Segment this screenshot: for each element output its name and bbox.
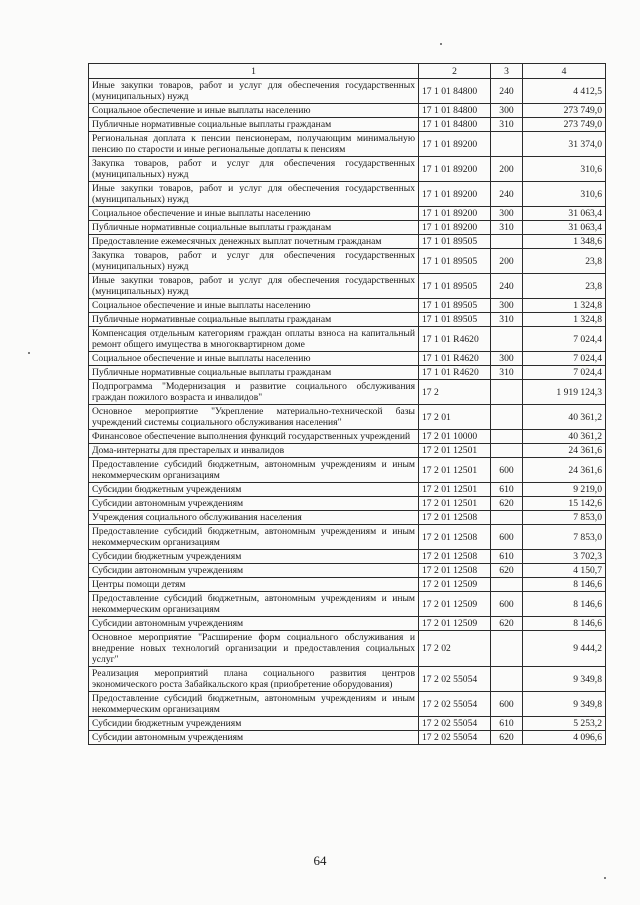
cell-code: 17 2 01 12508 — [419, 511, 491, 525]
cell-code: 17 1 01 84800 — [419, 118, 491, 132]
table-row — [89, 731, 606, 745]
cell-name: Иные закупки товаров, работ и услуг для обеспечения государственных (муниципальных) нужд — [89, 79, 419, 104]
cell-name: Субсидии бюджетным учреждениям — [89, 550, 419, 564]
cell-name: Центры помощи детям — [89, 578, 419, 592]
table-row — [89, 235, 606, 249]
cell-name: Предоставление ежемесячных денежных выплат почетным гражданам — [89, 235, 419, 249]
cell-code: 17 1 01 84800 — [419, 104, 491, 118]
scan-speck — [604, 877, 606, 879]
column-header: 4 — [523, 64, 606, 79]
cell-expense-type: 310 — [491, 221, 523, 235]
table-row — [89, 458, 606, 483]
cell-name: Публичные нормативные социальные выплаты гражданам — [89, 221, 419, 235]
cell-amount: 4 412,5 — [523, 79, 606, 104]
cell-code: 17 1 01 89200 — [419, 157, 491, 182]
table-row — [89, 274, 606, 299]
cell-name: Предоставление субсидий бюджетным, автономным учреждениям и иным некоммерческим организациям — [89, 458, 419, 483]
cell-code: 17 2 01 12509 — [419, 592, 491, 617]
cell-name: Публичные нормативные социальные выплаты гражданам — [89, 366, 419, 380]
cell-code: 17 2 — [419, 380, 491, 405]
table-row — [89, 497, 606, 511]
cell-code: 17 2 02 — [419, 631, 491, 667]
cell-amount: 1 348,6 — [523, 235, 606, 249]
cell-amount: 310,6 — [523, 182, 606, 207]
cell-expense-type — [491, 380, 523, 405]
table-row — [89, 352, 606, 366]
cell-code: 17 2 02 55054 — [419, 731, 491, 745]
cell-expense-type: 620 — [491, 617, 523, 631]
table-row — [89, 366, 606, 380]
table-header-row — [89, 64, 606, 79]
cell-expense-type: 610 — [491, 717, 523, 731]
table-row — [89, 511, 606, 525]
cell-code: 17 2 02 55054 — [419, 667, 491, 692]
cell-amount: 7 853,0 — [523, 511, 606, 525]
cell-code: 17 2 01 12508 — [419, 525, 491, 550]
cell-code: 17 2 01 12509 — [419, 617, 491, 631]
cell-amount: 31 374,0 — [523, 132, 606, 157]
cell-expense-type — [491, 132, 523, 157]
cell-amount: 310,6 — [523, 157, 606, 182]
table-row — [89, 79, 606, 104]
cell-code: 17 2 01 12508 — [419, 550, 491, 564]
cell-code: 17 1 01 R4620 — [419, 366, 491, 380]
cell-code: 17 2 01 — [419, 405, 491, 430]
cell-name: Учреждения социального обслуживания населения — [89, 511, 419, 525]
table-row — [89, 631, 606, 667]
cell-expense-type: 600 — [491, 458, 523, 483]
cell-expense-type — [491, 578, 523, 592]
cell-expense-type: 200 — [491, 249, 523, 274]
cell-code: 17 1 01 84800 — [419, 79, 491, 104]
cell-amount: 1 919 124,3 — [523, 380, 606, 405]
cell-name: Субсидии автономным учреждениям — [89, 731, 419, 745]
cell-name: Иные закупки товаров, работ и услуг для обеспечения государственных (муниципальных) нужд — [89, 182, 419, 207]
cell-expense-type: 600 — [491, 525, 523, 550]
cell-name: Предоставление субсидий бюджетным, автономным учреждениям и иным некоммерческим организациям — [89, 592, 419, 617]
cell-expense-type — [491, 235, 523, 249]
table-row — [89, 327, 606, 352]
cell-name: Социальное обеспечение и иные выплаты населению — [89, 104, 419, 118]
column-header: 3 — [491, 64, 523, 79]
cell-name: Основное мероприятие "Укрепление материально-технической базы учреждений системы социального обслуживания населения" — [89, 405, 419, 430]
cell-code: 17 2 01 10000 — [419, 430, 491, 444]
cell-code: 17 1 01 R4620 — [419, 327, 491, 352]
cell-expense-type: 300 — [491, 299, 523, 313]
cell-expense-type — [491, 444, 523, 458]
cell-name: Иные закупки товаров, работ и услуг для обеспечения государственных (муниципальных) нужд — [89, 274, 419, 299]
cell-amount: 1 324,8 — [523, 299, 606, 313]
cell-amount: 9 349,8 — [523, 692, 606, 717]
cell-amount: 5 253,2 — [523, 717, 606, 731]
cell-amount: 273 749,0 — [523, 118, 606, 132]
cell-code: 17 2 02 55054 — [419, 717, 491, 731]
cell-expense-type: 200 — [491, 157, 523, 182]
cell-expense-type — [491, 631, 523, 667]
cell-amount: 24 361,6 — [523, 458, 606, 483]
table-row — [89, 157, 606, 182]
cell-expense-type: 600 — [491, 592, 523, 617]
table-row — [89, 578, 606, 592]
cell-amount: 40 361,2 — [523, 430, 606, 444]
cell-amount: 7 024,4 — [523, 352, 606, 366]
cell-amount: 8 146,6 — [523, 578, 606, 592]
cell-expense-type: 310 — [491, 118, 523, 132]
cell-amount: 8 146,6 — [523, 592, 606, 617]
cell-code: 17 1 01 89200 — [419, 132, 491, 157]
page-number: 64 — [313, 853, 327, 868]
cell-code: 17 2 02 55054 — [419, 692, 491, 717]
cell-amount: 273 749,0 — [523, 104, 606, 118]
column-header: 1 — [89, 64, 419, 79]
cell-expense-type: 240 — [491, 182, 523, 207]
cell-code: 17 1 01 89505 — [419, 274, 491, 299]
cell-expense-type: 610 — [491, 483, 523, 497]
cell-amount: 3 702,3 — [523, 550, 606, 564]
cell-code: 17 1 01 89200 — [419, 221, 491, 235]
cell-amount: 23,8 — [523, 249, 606, 274]
budget-table — [88, 63, 606, 745]
cell-name: Субсидии автономным учреждениям — [89, 617, 419, 631]
cell-name: Субсидии бюджетным учреждениям — [89, 483, 419, 497]
table-row — [89, 132, 606, 157]
cell-code: 17 2 01 12501 — [419, 444, 491, 458]
cell-name: Основное мероприятие "Расширение форм социального обслуживания и внедрение новых технологий организации и предоставления социальных услуг" — [89, 631, 419, 667]
cell-code: 17 2 01 12508 — [419, 564, 491, 578]
table-row — [89, 717, 606, 731]
cell-expense-type: 300 — [491, 104, 523, 118]
table-body — [89, 79, 606, 745]
cell-name: Финансовое обеспечение выполнения функций государственных учреждений — [89, 430, 419, 444]
cell-expense-type: 620 — [491, 564, 523, 578]
cell-name: Подпрограмма "Модернизация и развитие социального обслуживания граждан пожилого возраста и инвалидов" — [89, 380, 419, 405]
table-row — [89, 525, 606, 550]
cell-amount: 40 361,2 — [523, 405, 606, 430]
cell-name: Предоставление субсидий бюджетным, автономным учреждениям и иным некоммерческим организациям — [89, 525, 419, 550]
cell-name: Дома-интернаты для престарелых и инвалидов — [89, 444, 419, 458]
cell-amount: 7 024,4 — [523, 366, 606, 380]
table-row — [89, 104, 606, 118]
cell-code: 17 1 01 89505 — [419, 249, 491, 274]
table-row — [89, 667, 606, 692]
cell-expense-type — [491, 327, 523, 352]
cell-expense-type: 240 — [491, 274, 523, 299]
cell-name: Компенсация отдельным категориям граждан оплаты взноса на капитальный ремонт общего имущества в многоквартирном доме — [89, 327, 419, 352]
cell-amount: 4 150,7 — [523, 564, 606, 578]
cell-expense-type: 600 — [491, 692, 523, 717]
table-row — [89, 207, 606, 221]
cell-amount: 1 324,8 — [523, 313, 606, 327]
cell-code: 17 2 01 12509 — [419, 578, 491, 592]
table-row — [89, 313, 606, 327]
cell-code: 17 1 01 89505 — [419, 235, 491, 249]
cell-amount: 4 096,6 — [523, 731, 606, 745]
cell-name: Публичные нормативные социальные выплаты гражданам — [89, 118, 419, 132]
cell-expense-type — [491, 667, 523, 692]
table-row — [89, 564, 606, 578]
cell-code: 17 1 01 89505 — [419, 313, 491, 327]
cell-expense-type — [491, 405, 523, 430]
cell-name: Закупка товаров, работ и услуг для обеспечения государственных (муниципальных) нужд — [89, 157, 419, 182]
table-row — [89, 249, 606, 274]
cell-code: 17 2 01 12501 — [419, 483, 491, 497]
cell-code: 17 1 01 89200 — [419, 182, 491, 207]
table-row — [89, 430, 606, 444]
cell-amount: 24 361,6 — [523, 444, 606, 458]
cell-amount: 7 024,4 — [523, 327, 606, 352]
table-row — [89, 692, 606, 717]
cell-name: Социальное обеспечение и иные выплаты населению — [89, 299, 419, 313]
cell-amount: 15 142,6 — [523, 497, 606, 511]
cell-expense-type: 300 — [491, 207, 523, 221]
cell-name: Субсидии автономным учреждениям — [89, 564, 419, 578]
cell-amount: 23,8 — [523, 274, 606, 299]
table-row — [89, 592, 606, 617]
cell-expense-type: 240 — [491, 79, 523, 104]
cell-name: Предоставление субсидий бюджетным, автономным учреждениям и иным некоммерческим организациям — [89, 692, 419, 717]
table-row — [89, 299, 606, 313]
cell-amount: 7 853,0 — [523, 525, 606, 550]
cell-code: 17 1 01 89505 — [419, 299, 491, 313]
table-row — [89, 444, 606, 458]
cell-name: Реализация мероприятий плана социального развития центров экономического роста Забайкальского края (приобретение оборудования) — [89, 667, 419, 692]
cell-code: 17 1 01 89200 — [419, 207, 491, 221]
scan-speck — [440, 43, 442, 45]
cell-expense-type: 300 — [491, 352, 523, 366]
cell-amount: 31 063,4 — [523, 221, 606, 235]
cell-name: Региональная доплата к пенсии пенсионерам, получающим минимальную пенсию по старости и иные региональные доплаты к пенсиям — [89, 132, 419, 157]
cell-name: Социальное обеспечение и иные выплаты населению — [89, 207, 419, 221]
cell-expense-type: 620 — [491, 497, 523, 511]
cell-expense-type: 310 — [491, 313, 523, 327]
cell-expense-type: 610 — [491, 550, 523, 564]
cell-name: Субсидии бюджетным учреждениям — [89, 717, 419, 731]
cell-amount: 9 349,8 — [523, 667, 606, 692]
table-row — [89, 550, 606, 564]
table-row — [89, 483, 606, 497]
table-row — [89, 380, 606, 405]
cell-expense-type — [491, 511, 523, 525]
cell-expense-type — [491, 430, 523, 444]
cell-name: Публичные нормативные социальные выплаты гражданам — [89, 313, 419, 327]
table-row — [89, 182, 606, 207]
cell-amount: 9 444,2 — [523, 631, 606, 667]
cell-code: 17 2 01 12501 — [419, 458, 491, 483]
table-row — [89, 617, 606, 631]
cell-name: Социальное обеспечение и иные выплаты населению — [89, 352, 419, 366]
table-row — [89, 118, 606, 132]
cell-name: Закупка товаров, работ и услуг для обеспечения государственных (муниципальных) нужд — [89, 249, 419, 274]
cell-code: 17 1 01 R4620 — [419, 352, 491, 366]
cell-amount: 9 219,0 — [523, 483, 606, 497]
table-row — [89, 405, 606, 430]
column-header: 2 — [419, 64, 491, 79]
cell-expense-type: 310 — [491, 366, 523, 380]
cell-code: 17 2 01 12501 — [419, 497, 491, 511]
scan-speck — [28, 352, 30, 354]
table-row — [89, 221, 606, 235]
cell-amount: 31 063,4 — [523, 207, 606, 221]
cell-amount: 8 146,6 — [523, 617, 606, 631]
cell-name: Субсидии автономным учреждениям — [89, 497, 419, 511]
cell-expense-type: 620 — [491, 731, 523, 745]
